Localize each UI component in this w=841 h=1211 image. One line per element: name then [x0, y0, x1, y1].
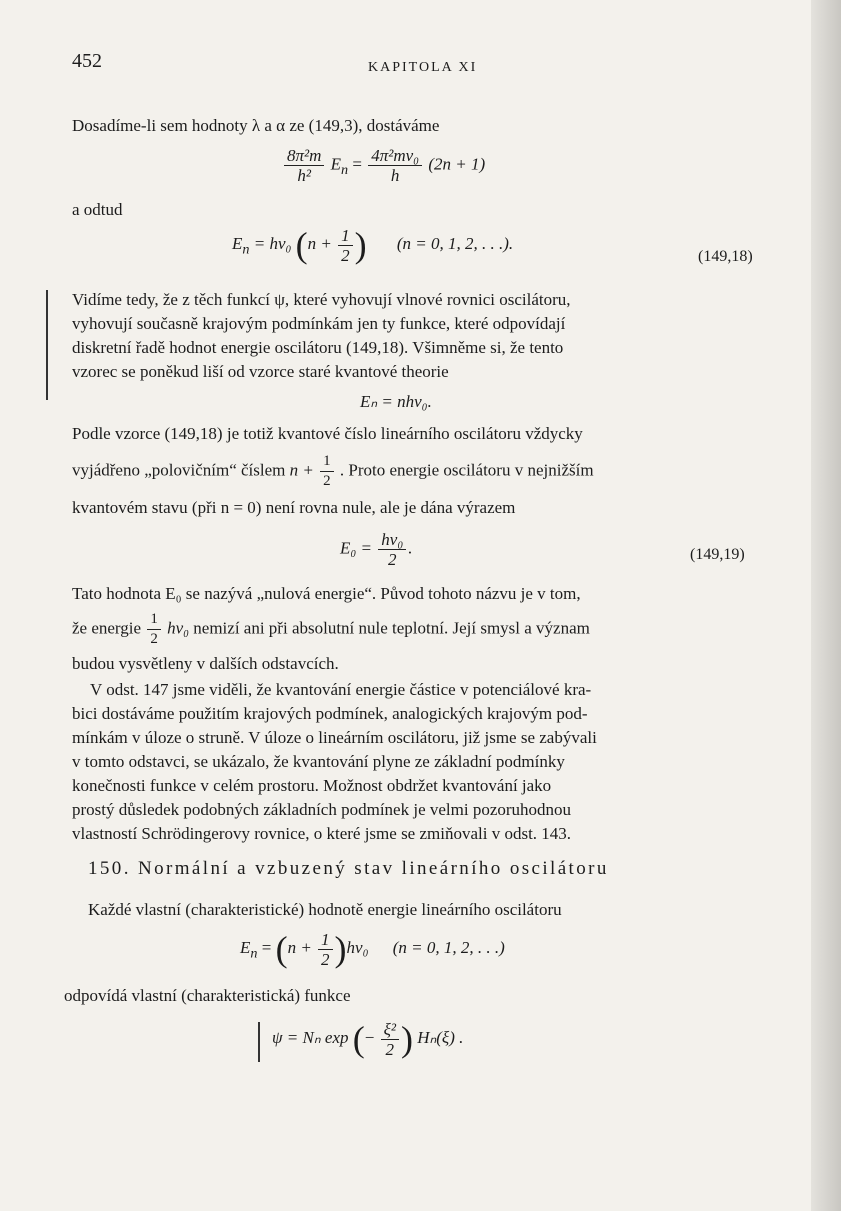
section-title: 150. Normální a vzbuzený stav lineárního oscilátoru — [88, 858, 609, 879]
text-line: V odst. 147 jsme viděli, že kvantování energie částice v potenciálové kra- — [90, 680, 592, 699]
text-line: konečnosti funkce v celém prostoru. Možnost obdržet kvantování jako — [72, 776, 552, 795]
equation: $\frac{\text{8π²m}}{\text{h²}}$ $E_n$ = $\frac{\text{4π²mν₀}}{h}$ (2n + 1) — [282, 146, 485, 185]
equation-number: (149,19) — [690, 546, 745, 563]
text-line: mínkám v úloze o struně. V úloze o lineárním oscilátoru, již jsme se zabývali — [72, 728, 597, 747]
fraction: $\frac{1}{2}$ — [147, 610, 161, 649]
equation: ψ = Nₙ exp (− $\frac{\text{ξ²}}{2}$ ) Hₙ(ξ) . — [272, 1019, 464, 1059]
page-number: 452 — [72, 50, 102, 72]
margin-mark — [258, 1022, 260, 1062]
text-line: a odtud — [72, 200, 123, 219]
fraction: $\frac{\text{8π²m}}{\text{h²}}$ — [284, 146, 324, 185]
text-line: vlastností Schrödingerovy rovnice, o které jsme se zmiňovali v odst. 143. — [72, 824, 572, 843]
page-edge-shadow — [811, 0, 841, 1211]
text-line: Tato hodnota E₀ se nazývá „nulová energie“. Původ tohoto názvu je v tom, — [72, 584, 581, 603]
text-line: Dosadíme-li sem hodnoty λ a α ze (149,3), dostáváme — [72, 116, 440, 135]
fraction: $\frac{1}{2}$ — [318, 930, 333, 969]
text-line: bici dostáváme použitím krajových podmínek, analogických krajovým pod- — [72, 704, 588, 723]
equation-number: (149,18) — [698, 248, 753, 265]
text-line: že energie $\frac{1}{2}$ hν₀ nemizí ani při absolutní nule teplotní. Její smysl a význam — [72, 611, 590, 647]
text-line: v tomto odstavci, se ukázalo, že kvantování plyne ze základní podmínky — [72, 752, 565, 771]
running-header: KAPITOLA XI — [368, 60, 478, 75]
margin-mark — [46, 290, 48, 400]
fraction: $\frac{\text{ξ²}}{2}$ — [381, 1020, 399, 1059]
text-line: budou vysvětleny v dalších odstavcích. — [72, 654, 339, 673]
text-line: vzorec se poněkud liší od vzorce staré kvantové theorie — [72, 362, 449, 381]
text-line: vyhovují současně krajovým podmínkám jen ty funkce, které odpovídají — [72, 314, 566, 333]
text-line: odpovídá vlastní (charakteristická) funkce — [64, 986, 351, 1005]
equation: $E_n = h\nu_0$ (n + $\frac{1}{2}$ ) (n = 0, 1, 2, . . .). — [232, 225, 514, 265]
fraction: $\frac{\text{4π²mν₀}}{h}$ — [368, 146, 422, 185]
equation: Eₙ = nhν₀. — [360, 392, 432, 411]
equation: E₀ = $\frac{\text{hν₀}}{2}$ . — [340, 530, 413, 569]
text-line: prostý důsledek podobných základních podmínek je velmi pozoruhodnou — [72, 800, 572, 819]
text-line: vyjádřeno „polovičním“ číslem n + $\frac{1}{2}$ . Proto energie oscilátoru v nejnižším — [72, 453, 594, 489]
text-line: Podle vzorce (149,18) je totiž kvantové číslo lineárního oscilátoru vždycky — [72, 424, 583, 443]
equation: $E_n = (n$ + $\frac{1}{2}$ )hν₀ (n = 0, 1, 2, . . .) — [240, 929, 505, 969]
fraction: $\frac{\text{hν₀}}{2}$ — [378, 530, 406, 569]
text-line: kvantovém stavu (při n = 0) není rovna nule, ale je dána výrazem — [72, 498, 516, 517]
text-line: Vidíme tedy, že z těch funkcí ψ, které vyhovují vlnové rovnici oscilátoru, — [72, 290, 571, 309]
fraction: $\frac{1}{2}$ — [338, 226, 353, 265]
text-line: diskretní řadě hodnot energie oscilátoru (149,18). Všimněme si, že tento — [72, 338, 564, 357]
text-line: Každé vlastní (charakteristické) hodnotě energie lineárního oscilátoru — [88, 900, 562, 919]
fraction: $\frac{1}{2}$ — [320, 452, 334, 491]
